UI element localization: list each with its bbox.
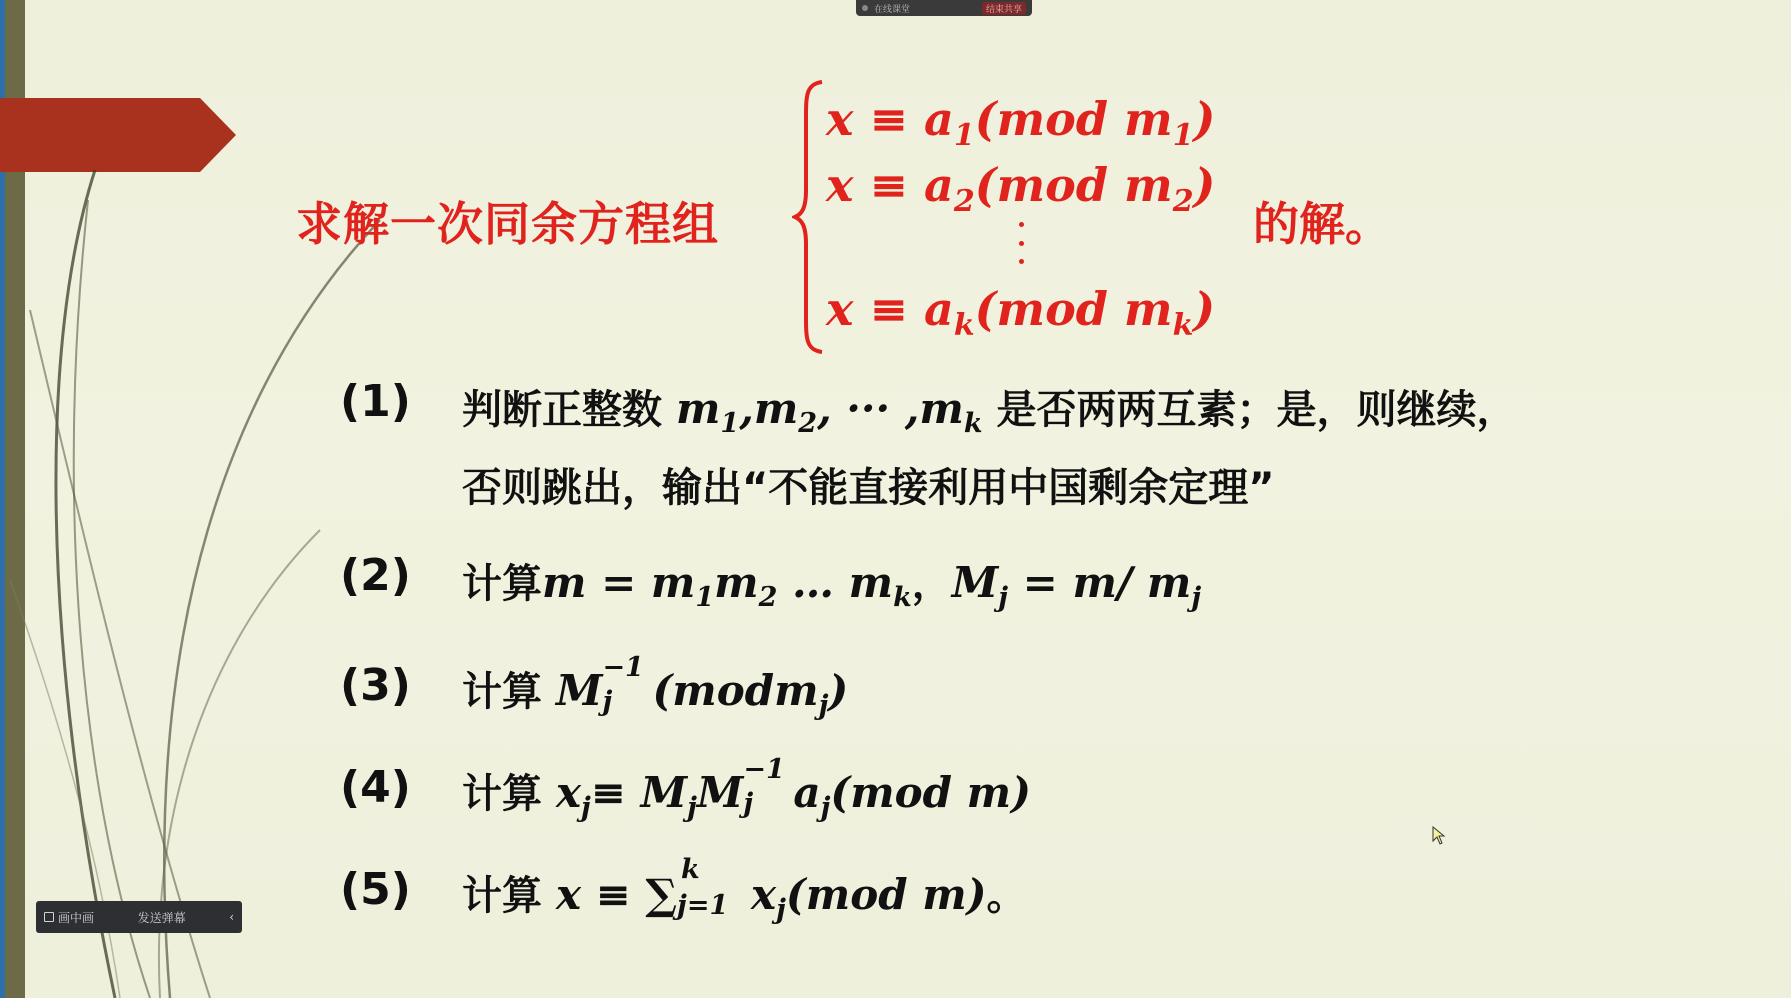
left-brace-icon (792, 78, 826, 356)
step-number-3: (3) (340, 660, 411, 711)
picture-in-picture-button[interactable] (44, 909, 94, 926)
step-number-1: (1) (340, 376, 411, 427)
slide-title-prefix: 求解一次同余方程组 (296, 197, 719, 251)
step-number-2: (2) (340, 550, 411, 601)
picture-in-picture-icon (44, 912, 54, 922)
stop-share-button[interactable]: 结束共享 (982, 2, 1026, 15)
step-1-text-line2: 否则跳出，输出“不能直接利用中国剩余定理” (462, 465, 1275, 511)
congruence-line-1: $x \equiv a_1(mod$ $m_1$) (826, 92, 1216, 153)
step-3-text: 计算 M j −1 (modm$_j$) (462, 652, 849, 721)
step-number-4: (4) (340, 762, 411, 813)
vertical-ellipsis (1014, 222, 1028, 264)
red-arrow-tab (0, 98, 236, 172)
floating-meeting-toolbar[interactable] (36, 901, 242, 933)
congruence-line-2: $x \equiv a_2(mod$ $m_2$) (826, 158, 1216, 219)
mouse-cursor-icon (1432, 826, 1448, 846)
collapse-toolbar-icon[interactable]: ‹ (229, 910, 234, 924)
step-5-text: 计算 x ≡ ∑ j=1 k $x_j(mod$ m)。 (462, 854, 1027, 925)
send-danmaku-button[interactable]: 发送弹幕 (137, 910, 186, 925)
step-number-5: (5) (340, 864, 411, 915)
picture-in-picture-label: 画中画 (58, 910, 95, 925)
congruence-line-k: $x \equiv a_k(mod$ $m_k$) (826, 282, 1216, 343)
meeting-top-bar[interactable] (856, 0, 1032, 16)
step-1-text: 判断正整数 $m_1,m_2$, ··· $,m_k$ 是否两两互素；是，则继续， (462, 384, 1517, 439)
step-4-text: 计算 $x_j\equiv M_jM$ j −1 $a_j(mod$ m) (462, 754, 1031, 823)
meeting-label: 在线课堂 (874, 4, 911, 15)
status-dot-icon (862, 5, 868, 11)
slide-title-suffix: 的解。 (1253, 197, 1391, 251)
step-2-text: 计算$m = m_1m_2$ … $m_k$，$M_j = m/$ $m_j$ (462, 558, 1202, 613)
